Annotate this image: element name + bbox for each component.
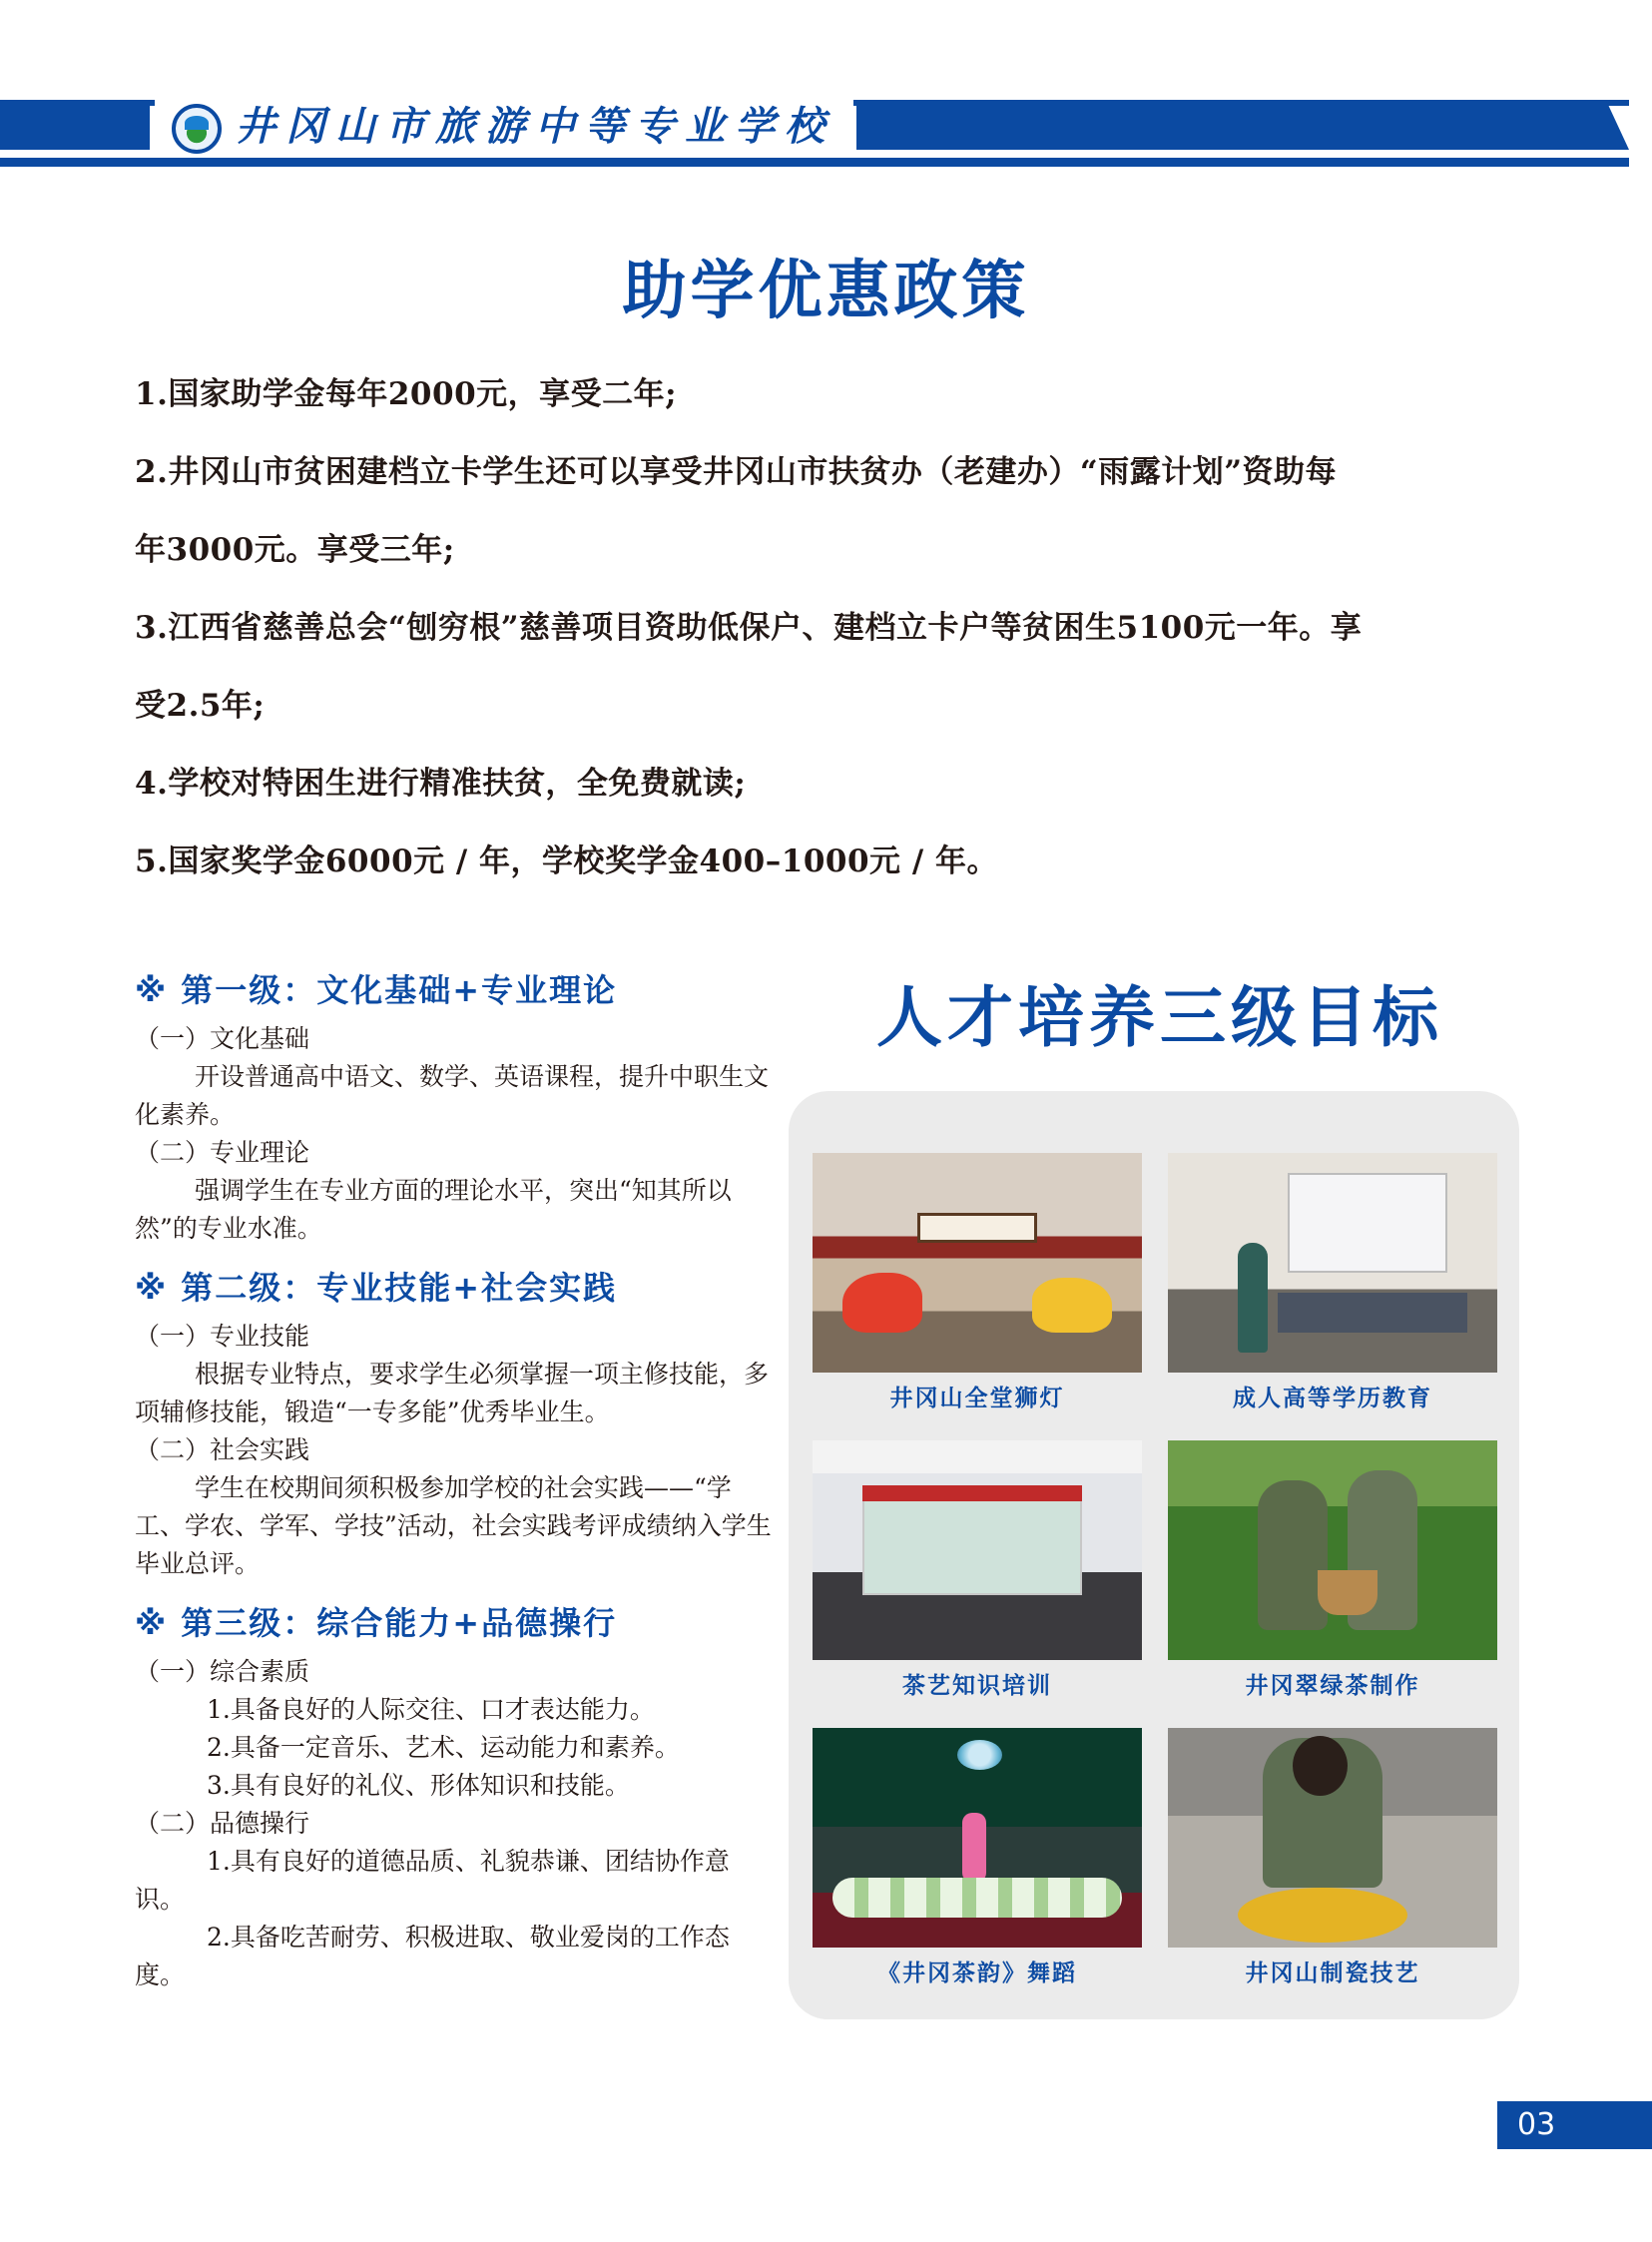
level-three-item: 1.具有良好的道德品质、礼貌恭谦、团结协作意识。 (135, 1847, 730, 1914)
level-two-sub1: （一）专业技能 (135, 1322, 310, 1351)
level-three (135, 1593, 774, 1994)
level-two-para2: 学生在校期间须积极参加学校的社会实践——“学工、学农、学军、学技”活动，社会实践考评成绩纳入学生毕业总评。 (135, 1473, 772, 1578)
photo-caption: 井冈山制瓷技艺 (1245, 1961, 1420, 1986)
policy-line: 受2.5年; (135, 688, 266, 724)
level-one-para2: 强调学生在专业方面的理论水平，突出“知其所以然”的专业水准。 (135, 1176, 732, 1243)
photo-card (1168, 1440, 1497, 1710)
school-name: 井冈山市旅游中等专业学校 (236, 104, 834, 150)
photo-gallery (789, 1091, 1519, 2019)
level-three-sub1: （一）综合素质 (135, 1657, 310, 1686)
photo-caption: 井冈翠绿茶制作 (1245, 1673, 1420, 1699)
training-levels (135, 960, 774, 1994)
level-one-heading: ※ 第一级：文化基础+专业理论 (135, 971, 618, 1009)
tea-training-photo (813, 1440, 1142, 1660)
header-bottom-line (0, 158, 1629, 167)
photo-card (813, 1153, 1142, 1422)
level-one-sub1: （一）文化基础 (135, 1024, 310, 1053)
header-right-block (856, 100, 1629, 150)
policy-line: 2.井冈山市贫困建档立卡学生还可以享受井冈山市扶贫办（老建办）“雨露计划”资助每 (135, 454, 1338, 490)
pottery-photo (1168, 1728, 1497, 1948)
lion-dance-photo (813, 1153, 1142, 1373)
talent-title: 人才培养三级目标 (876, 978, 1443, 1056)
level-one-para1: 开设普通高中语文、数学、英语课程，提升中职生文化素养。 (135, 1062, 770, 1129)
level-three-item: 1.具备良好的人际交往、口才表达能力。 (207, 1695, 655, 1724)
photo-caption: 成人高等学历教育 (1233, 1386, 1432, 1411)
photo-card (813, 1440, 1142, 1710)
policy-line: 5.国家奖学金6000元 / 年，学校奖学金400–1000元 / 年。 (135, 843, 998, 879)
photo-card (813, 1728, 1142, 1997)
photo-caption: 《井冈茶韵》舞蹈 (877, 1961, 1077, 1986)
policy-title: 助学优惠政策 (622, 254, 1030, 328)
policy-line: 4.学校对特困生进行精准扶贫，全免费就读; (135, 766, 747, 802)
level-three-item: 2.具备一定音乐、艺术、运动能力和素养。 (207, 1733, 680, 1762)
page-number: 03 (1497, 2101, 1652, 2149)
level-three-heading: ※ 第三级：综合能力+品德操行 (135, 1604, 618, 1642)
photo-card (1168, 1728, 1497, 1997)
level-two-para1: 根据专业特点，要求学生必须掌握一项主修技能，多项辅修技能，锻造“一专多能”优秀毕业生。 (135, 1360, 770, 1426)
level-one-body (135, 1020, 774, 1248)
level-three-item: 2.具备吃苦耐劳、积极进取、敬业爱岗的工作态度。 (135, 1923, 730, 1989)
adult-education-photo (1168, 1153, 1497, 1373)
level-one-sub2: （二）专业理论 (135, 1138, 310, 1167)
level-one (135, 960, 774, 1248)
level-two-sub2: （二）社会实践 (135, 1435, 310, 1464)
level-three-item: 3.具有良好的礼仪、形体知识和技能。 (207, 1771, 630, 1800)
level-two-body (135, 1318, 774, 1583)
photo-caption: 茶艺知识培训 (902, 1673, 1052, 1699)
policy-list (135, 355, 1512, 900)
dance-photo (813, 1728, 1142, 1948)
policy-line: 3.江西省慈善总会“刨穷根”慈善项目资助低保户、建档立卡户等贫困生5100元一年。享 (135, 610, 1363, 646)
photo-card (1168, 1153, 1497, 1422)
policy-line: 1.国家助学金每年2000元，享受二年; (135, 376, 678, 412)
tea-making-photo (1168, 1440, 1497, 1660)
level-two-heading: ※ 第二级：专业技能+社会实践 (135, 1269, 618, 1307)
policy-line: 年3000元。享受三年; (135, 532, 455, 568)
level-three-sub2: （二）品德操行 (135, 1809, 310, 1838)
photo-caption: 井冈山全堂狮灯 (889, 1386, 1065, 1411)
level-two (135, 1258, 774, 1583)
header-left-block (0, 100, 150, 150)
level-three-body (135, 1653, 774, 1994)
school-logo-icon (172, 104, 222, 154)
